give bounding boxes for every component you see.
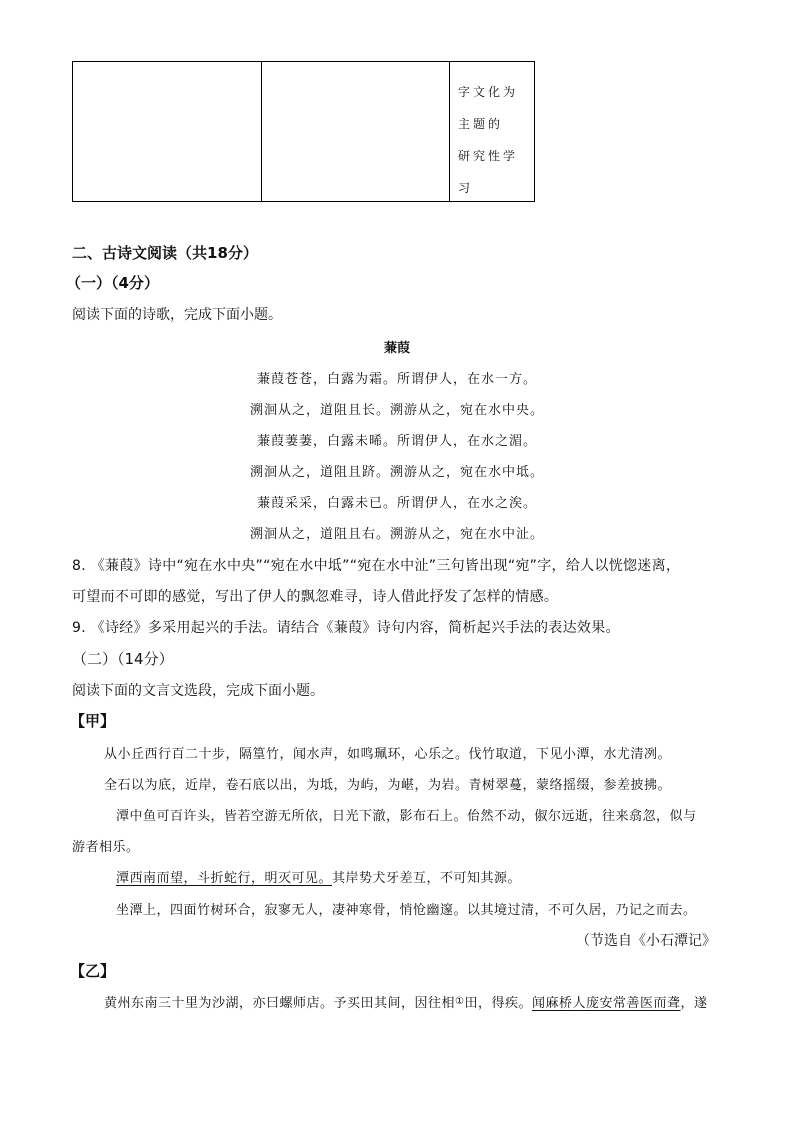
part2-instruction: 阅读下面的文言文选段，完成下面小题。 <box>72 683 324 699</box>
yi-label: 【乙】 <box>70 962 116 980</box>
table-cell-line: 习 <box>458 181 474 195</box>
poem-line: 蒹葭萋萋，白露未晞。所谓伊人，在水之湄。 <box>256 434 537 449</box>
yi-line <box>104 992 708 1011</box>
section-heading: 二、古诗文阅读（共18分） <box>72 244 258 262</box>
question-9: 9. 《诗经》多采用起兴的手法。请结合《蒹葭》诗句内容，简析起兴手法的表达效果。 <box>72 620 620 636</box>
yi-text: ，遂 <box>680 996 708 1011</box>
poem-title: 蒹葭 <box>383 341 410 356</box>
table-cell-line: 研究性学 <box>458 149 519 163</box>
jia-label: 【甲】 <box>70 712 116 730</box>
source-citation: （节选自《小石潭记》 <box>576 933 716 949</box>
underlined-sentence: 闻麻桥人庞安常善医而聋 <box>532 996 681 1011</box>
poem-line: 溯洄从之，道阻且右。溯游从之，宛在水中沚。 <box>249 527 544 542</box>
top-table <box>72 61 535 202</box>
part1-label: （一）（4分） <box>66 274 159 292</box>
question-8-line1: 8. 《蒹葭》诗中“宛在水中央”“宛在水中坻”“宛在水中沚”三句皆出现“宛”字，给人以恍惚迷离， <box>72 558 681 574</box>
jia-line-underlined <box>116 867 521 886</box>
jia-line: 坐潭上，四面竹树环合，寂寥无人，凄神寒骨，悄怆幽邃。以其境过清，不可久居，乃记之而去。 <box>116 903 697 918</box>
question-8-line2: 可望而不可即的感觉，写出了伊人的飘忽难寻，诗人借此抒发了怎样的情感。 <box>72 589 559 605</box>
poem-line: 溯洄从之，道阻且跻。溯游从之，宛在水中坻。 <box>249 465 544 480</box>
jia-line: 从小丘西行百二十步，隔篁竹，闻水声，如鸣珮环，心乐之。伐竹取道，下见小潭，水尤清冽。 <box>104 747 672 762</box>
table-divider <box>261 62 262 201</box>
part1-instruction: 阅读下面的诗歌，完成下面小题。 <box>72 307 282 323</box>
part2-label: （二）（14分） <box>72 650 174 668</box>
jia-line: 全石以为底，近岸，卷石底以出，为坻，为屿，为嵁，为岩。青树翠蔓，蒙络摇缀，参差披拂。 <box>104 778 672 793</box>
table-cell-line: 字文化为 <box>458 85 519 99</box>
underlined-sentence: 潭西南而望，斗折蛇行，明灭可见。 <box>116 871 333 886</box>
table-cell-line: 主题的 <box>458 117 504 131</box>
jia-line: 潭中鱼可百许头，皆若空游无所依，日光下澈，影布石上。佁然不动，俶尔远逝，往来翕忽，似与 <box>116 809 697 824</box>
yi-text: 黄州东南三十里为沙湖，亦曰螺师店。予买田其间，因往相 <box>104 996 456 1011</box>
jia-line-rest: 其岸势犬牙差互，不可知其源。 <box>332 871 522 886</box>
jia-line: 游者相乐。 <box>72 840 140 855</box>
footnote-marker: ① <box>455 996 465 1007</box>
table-cell <box>458 76 533 204</box>
yi-text: 田，得疾。 <box>464 996 532 1011</box>
poem-line: 蒹葭苍苍，白露为霜。所谓伊人，在水一方。 <box>256 372 537 387</box>
poem-line: 蒹葭采采，白露未已。所谓伊人，在水之涘。 <box>256 496 537 511</box>
table-divider <box>449 62 450 201</box>
poem-line: 溯洄从之，道阻且长。溯游从之，宛在水中央。 <box>249 403 544 418</box>
